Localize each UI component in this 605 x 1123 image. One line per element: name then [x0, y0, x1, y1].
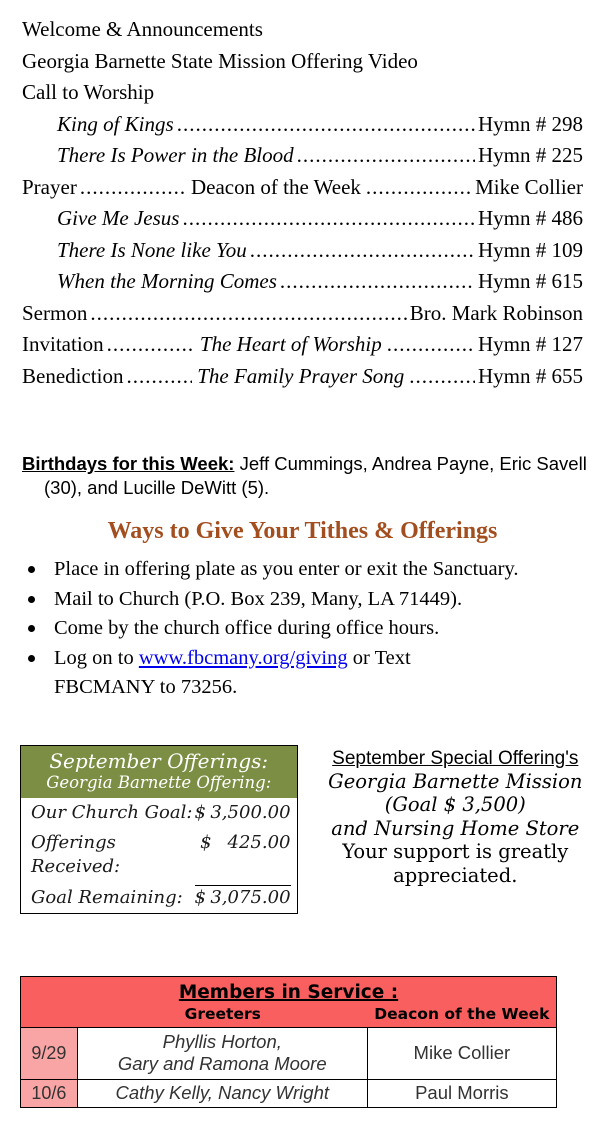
bullet-text: Mail to Church (P.O. Box 239, Many, LA 71449).	[54, 587, 463, 610]
program-item-label: Sermon	[22, 300, 88, 325]
members-in-service-title-text: Members in Service :	[178, 981, 399, 1003]
hymn-number: Hymn # 109	[478, 237, 583, 262]
dot-leader	[280, 266, 475, 298]
greeters-column-header: Greeters	[184, 1004, 261, 1023]
program-line	[22, 140, 583, 172]
greeter-name: Phyllis Horton,	[162, 1030, 282, 1052]
amount-value: 3,075.00	[210, 886, 291, 908]
program-line	[22, 329, 583, 361]
dot-leader	[80, 172, 186, 204]
service-date: 10/6	[21, 1080, 78, 1107]
program-item-label: Welcome & Announcements	[22, 17, 263, 41]
members-in-service-table	[20, 976, 557, 1108]
hymn-title: The Family Prayer Song	[197, 363, 405, 388]
greeter-name: Cathy Kelly, Nancy Wright	[115, 1081, 329, 1103]
program-item-role: Deacon of the Week	[190, 174, 361, 199]
offerings-header-line2: Georgia Barnette Offering:	[46, 772, 272, 792]
service-date: 9/29	[21, 1028, 78, 1079]
special-offering-line: Your support is greatly	[342, 840, 569, 863]
hymn-title: There Is None like You	[57, 237, 247, 262]
ways-to-give-list	[10, 555, 585, 703]
program-line	[22, 235, 583, 267]
program-line	[22, 266, 583, 298]
hymn-number: Hymn # 127	[477, 332, 583, 356]
offering-row-amount	[195, 885, 291, 910]
hymn-title: When the Morning Comes	[57, 269, 277, 293]
special-offering-goal: (Goal $ 3,500)	[384, 793, 526, 816]
hymn-number: Hymn # 655	[478, 363, 583, 388]
greeters-cell	[78, 1080, 368, 1107]
members-column-headers	[21, 1004, 556, 1024]
program-line	[22, 298, 583, 330]
date-column-spacer	[21, 1004, 78, 1024]
dot-leader	[250, 235, 475, 267]
bullet-text: Log on to	[54, 646, 139, 669]
ways-to-give-heading: Ways to Give Your Tithes & Offerings	[107, 518, 498, 544]
program-item-label: Call to Worship	[22, 80, 155, 104]
dot-leader	[126, 361, 192, 393]
dot-leader	[297, 140, 475, 172]
offering-row-label: Goal Remaining:	[31, 886, 183, 908]
bullet-text: Place in offering plate as you enter or exit the Sanctuary.	[54, 558, 519, 580]
dot-leader	[90, 298, 406, 330]
list-item	[10, 614, 585, 644]
birthdays-names-line1: Jeff Cummings, Andrea Payne, Eric Savell	[239, 453, 587, 474]
program-line	[22, 172, 583, 204]
table-row	[21, 798, 297, 828]
greeter-name: Gary and Ramona Moore	[117, 1052, 327, 1074]
program-item-label: Prayer	[22, 174, 77, 199]
hymn-title: The Heart of Worship	[199, 332, 382, 356]
program-line	[22, 109, 583, 141]
program-item-label: Invitation	[22, 332, 104, 356]
members-in-service-title	[21, 981, 556, 1004]
program-item-label: Georgia Barnette State Mission Offering Video	[22, 48, 418, 73]
greeters-cell	[78, 1028, 368, 1079]
bullet-text: Come by the church office during office hours.	[54, 617, 440, 639]
amount-value: 425.00	[227, 831, 291, 853]
table-row	[21, 828, 297, 882]
hymn-title: Give Me Jesus	[57, 206, 180, 230]
special-offering-title: September Special Offering's	[332, 747, 579, 769]
deacon-cell: Mike Collier	[413, 1042, 511, 1063]
birthdays-section	[22, 452, 591, 500]
bullet-text: FBCMANY to 73256.	[54, 676, 238, 698]
hymn-title: King of Kings	[57, 111, 174, 136]
currency-symbol: $	[200, 831, 212, 853]
dot-leader	[182, 203, 475, 235]
birthdays-names-line2: (30), and Lucille DeWitt (5).	[44, 477, 270, 498]
list-item	[10, 555, 585, 585]
program-line	[22, 14, 583, 46]
offerings-header-line1: September Offerings:	[49, 748, 269, 773]
currency-symbol: $	[194, 801, 206, 823]
program-item-person: Mike Collier	[475, 174, 583, 199]
september-offerings-header	[21, 746, 297, 798]
program-line	[22, 203, 583, 235]
offerings-section	[0, 745, 605, 914]
program-line	[22, 46, 583, 78]
special-offering-line: appreciated.	[393, 863, 518, 887]
deacon-cell: Paul Morris	[415, 1081, 509, 1103]
hymn-title: There Is Power in the Blood	[57, 143, 294, 167]
hymn-number: Hymn # 615	[478, 269, 583, 293]
bullet-text: or Text	[347, 646, 411, 669]
offering-row-label: Offerings Received:	[31, 831, 121, 877]
special-offering-line: Georgia Barnette Mission	[328, 769, 583, 793]
program-item-person: Bro. Mark Robinson	[409, 300, 583, 325]
dot-leader	[177, 109, 475, 141]
special-offering-block	[306, 745, 605, 914]
september-offerings-table	[20, 745, 298, 914]
program-line	[22, 77, 583, 109]
order-of-service	[0, 0, 605, 392]
dot-leader	[107, 329, 195, 361]
program-item-label: Benediction	[22, 363, 124, 388]
special-offering-line: and Nursing Home Store	[331, 816, 580, 840]
birthdays-label: Birthdays for this Week:	[22, 453, 235, 474]
deacon-column-header: Deacon of the Week	[374, 1004, 550, 1023]
table-row	[21, 882, 297, 913]
table-row	[21, 1080, 556, 1107]
currency-symbol: $	[194, 886, 206, 908]
program-line	[22, 361, 583, 393]
amount-value: 3,500.00	[210, 801, 291, 823]
members-in-service-header	[21, 977, 556, 1028]
hymn-number: Hymn # 486	[478, 206, 583, 230]
dot-leader	[409, 361, 475, 393]
giving-link[interactable]: www.fbcmany.org/giving	[138, 646, 348, 669]
hymn-number: Hymn # 225	[478, 143, 583, 167]
hymn-number: Hymn # 298	[478, 111, 583, 136]
dot-leader	[387, 329, 475, 361]
list-item	[10, 585, 585, 615]
offering-row-amount	[195, 801, 291, 825]
dot-leader	[366, 172, 472, 204]
offering-row-label: Our Church Goal:	[31, 801, 193, 823]
table-row	[21, 1028, 556, 1080]
offering-row-amount	[200, 831, 290, 855]
list-item	[10, 644, 585, 703]
